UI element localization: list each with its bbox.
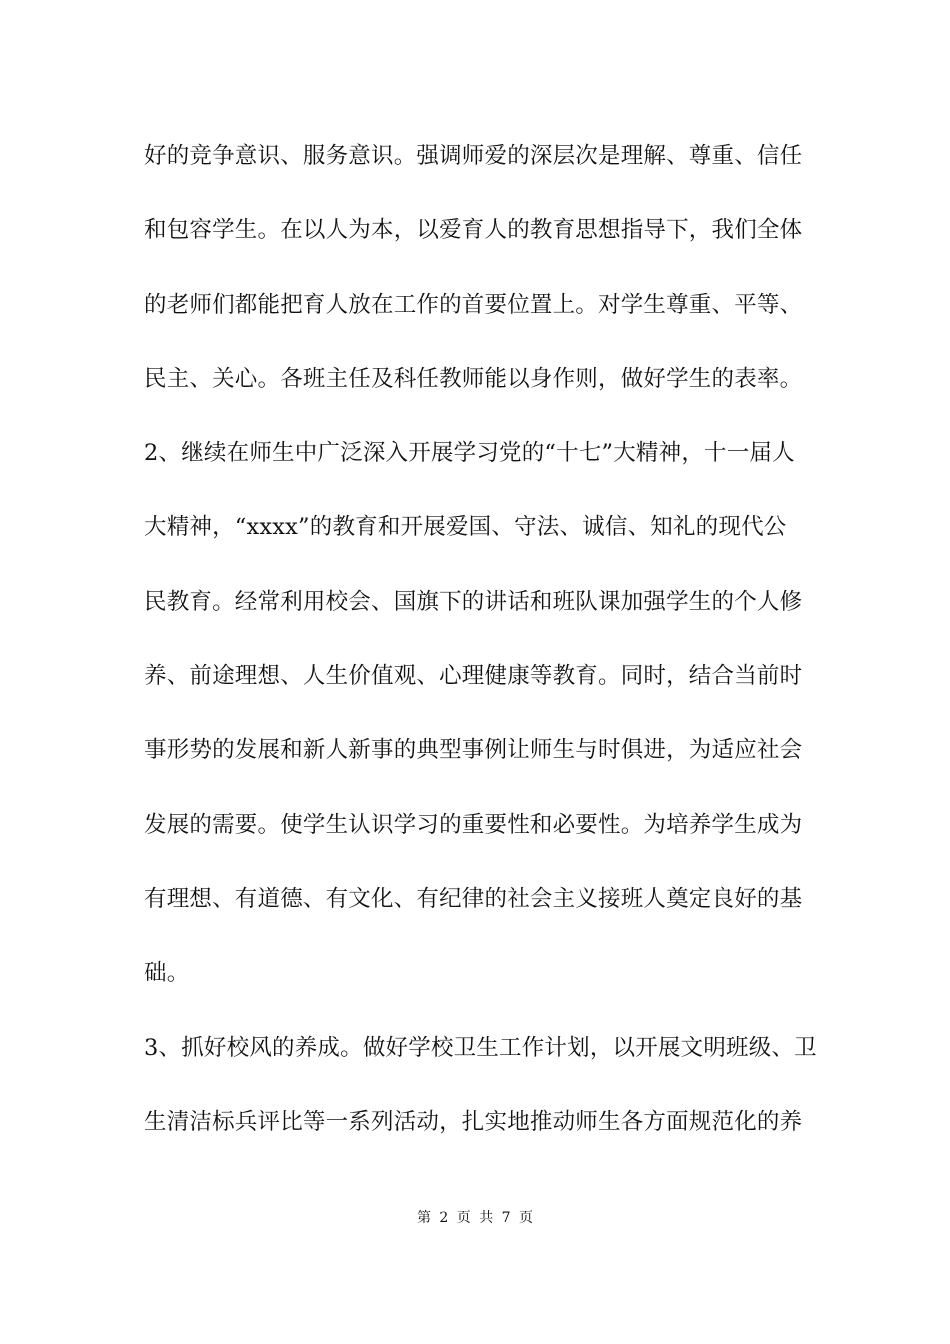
text-line: 础。 (144, 960, 190, 987)
footer-total-label: 页 (519, 1210, 534, 1226)
text-line: 好的竞争意识、服务意识。强调师爱的深层次是理解、尊重、信任 (144, 143, 803, 169)
text-line: 大精神，“xxxx”的教育和开展爱国、守法、诚信、知礼的现代公 (144, 514, 787, 541)
text-line: 生清洁标兵评比等一系列活动，扎实地推动师生各方面规范化的养 (144, 1108, 803, 1135)
text-line: 民教育。经常利用校会、国旗下的讲话和班队课加强学生的个人修 (144, 588, 803, 615)
text-line: 养、前途理想、人生价值观、心理健康等教育。同时，结合当前时 (144, 663, 803, 690)
text-line: 2、继续在师生中广泛深入开展学习党的“十七”大精神，十一届人 (144, 440, 795, 467)
footer-page-label: 页 (456, 1210, 471, 1226)
text-line: 的老师们都能把育人放在工作的首要位置上。对学生尊重、平等、 (144, 291, 803, 318)
text-line: 有理想、有道德、有文化、有纪律的社会主义接班人奠定良好的基 (144, 885, 803, 912)
text-line: 事形势的发展和新人新事的典型事例让师生与时俱进，为适应社会 (144, 737, 803, 764)
body-text (144, 136, 817, 1176)
page-footer (0, 1208, 950, 1228)
text-line: 3、抓好校风的养成。做好学校卫生工作计划，以开展文明班级、卫 (144, 1034, 817, 1061)
text-line: 发展的需要。使学生认识学习的重要性和必要性。为培养学生成为 (144, 811, 803, 838)
total-page-count: 7 (501, 1210, 511, 1226)
footer-prefix: 第 (416, 1210, 431, 1226)
current-page-number: 2 (439, 1210, 449, 1226)
footer-total-prefix: 共 (479, 1210, 494, 1226)
text-line: 民主、关心。各班主任及科任教师能以身作则，做好学生的表率。 (144, 365, 803, 392)
text-line: 和包容学生。在以人为本，以爱育人的教育思想指导下，我们全体 (144, 217, 803, 244)
